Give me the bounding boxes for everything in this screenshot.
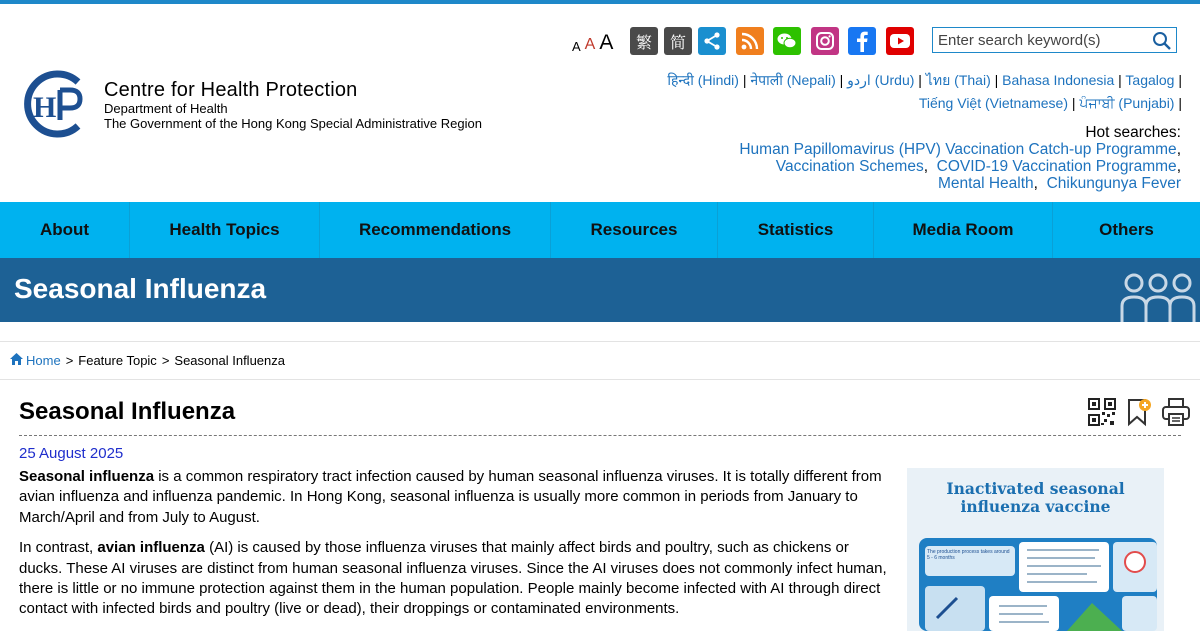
page-title: Seasonal Influenza [19,398,236,425]
share-icon[interactable] [698,27,726,55]
poster-box-text: The production process takes around 5 - 6 months [927,549,1010,561]
bookmark-icon[interactable] [1124,397,1154,427]
people-group-icon [1120,272,1200,322]
chp-logo[interactable] [20,68,90,140]
breadcrumb-home-label: Home [26,353,61,368]
vaccine-poster[interactable] [907,468,1164,631]
lang-tagalog[interactable]: Tagalog [1125,72,1175,88]
term-seasonal-influenza: Seasonal influenza [19,468,155,485]
breadcrumb-current: Seasonal Influenza [174,353,285,368]
traditional-chinese-button[interactable] [630,27,658,55]
nav-health-topics[interactable]: Health Topics [130,202,320,258]
top-accent-bar [0,0,1200,4]
page-banner [0,258,1200,322]
paragraph-text: (AI) is caused by those influenza viruses that mainly affect birds and poultry, such as chickens or ducks. These AI viruses are distinct from human seasonal influenza viruses. Since the AI viruses does not commonly infect human, there is little or no immune protection against them in the human population. People mainly become infected with AI through direct contact with infected birds and poultry (live or dead), their droppings or contaminated environments. [19,539,887,618]
traditional-chinese-label: 繁 [635,32,652,52]
breadcrumb [0,341,1200,380]
nav-media-room[interactable]: Media Room [874,202,1053,258]
nav-statistics[interactable]: Statistics [718,202,874,258]
title-divider [19,435,1181,436]
print-icon[interactable] [1161,397,1191,427]
simplified-chinese-button[interactable] [664,27,692,55]
wechat-icon[interactable] [773,27,801,55]
hot-search-vaccination-schemes[interactable]: Vaccination Schemes [775,158,924,175]
hot-searches-label: Hot searches: [1085,124,1181,141]
paragraph-avian-influenza [19,538,889,620]
lang-thai[interactable]: ไทย (Thai) [925,72,991,88]
banner-title: Seasonal Influenza [14,273,267,304]
font-size-medium[interactable]: A [584,36,596,53]
lang-urdu[interactable]: اردو (Urdu) [847,72,915,88]
simplified-chinese-label: 简 [669,32,686,52]
hot-search-chikungunya[interactable]: Chikungunya Fever [1046,175,1181,192]
publish-date: 25 August 2025 [19,445,124,462]
paragraph-text: is a common respiratory tract infection caused by human seasonal influenza viruses. It is totally different from avian influenza and influenza pandemic. In Hong Kong, seasonal influenza is usually more common in periods from January to March/April and from July to August. [19,468,882,526]
breadcrumb-feature-topic[interactable]: Feature Topic [78,353,157,368]
nav-others[interactable]: Others [1099,220,1154,239]
poster-title-line1: Inactivated seasonal [946,479,1125,498]
font-size-small[interactable]: A [572,39,581,54]
hot-search-hpv[interactable]: Human Papillomavirus (HPV) Vaccination Catch-up Programme [739,141,1177,158]
breadcrumb-home[interactable] [10,353,61,368]
nav-recommendations[interactable]: Recommendations [320,202,551,258]
font-size-large[interactable]: A [599,31,614,54]
qr-code-icon[interactable] [1087,397,1117,427]
language-links: हिन्दी (Hindi) | नेपाली (Nepali) | اردو (Urdu) | ไทย (Thai) | Bahasa Indonesia | Tagalog | Tiếng Việt (Vietnamese) | ਪੰਜਾਬੀ (Punjabi) | [667,72,1182,111]
facebook-icon[interactable] [848,27,876,55]
svg-text:H: H [33,91,57,124]
font-size-controls [572,31,613,53]
nav-resources[interactable]: Resources [551,202,718,258]
term-avian-influenza: avian influenza [97,539,205,557]
lang-hindi[interactable]: हिन्दी (Hindi) [667,72,739,88]
main-navigation [0,202,1200,258]
search-box [932,27,1177,53]
paragraph-seasonal-influenza [19,467,889,528]
page-tools [1087,397,1191,429]
gov-name: The Government of the Hong Kong Special Administrative Region [104,116,482,131]
lang-indonesian[interactable]: Bahasa Indonesia [1002,72,1115,88]
lang-nepali[interactable]: नेपाली (Nepali) [750,72,836,88]
search-icon[interactable] [1152,31,1172,51]
hot-searches: Hot searches: Human Papillomavirus (HPV) Vaccination Catch-up Programme, Vaccination Schemes, COVID-19 Vaccination Programme, Mental Health, Chikungunya Fever [621,124,1181,192]
search-input[interactable] [933,28,1148,52]
rss-icon[interactable] [736,27,764,55]
paragraph-text: In contrast, [19,539,98,557]
lang-punjabi[interactable]: ਪੰਜਾਬੀ (Punjabi) [1079,95,1175,111]
org-name: Centre for Health Protection [104,79,358,101]
hot-search-mental-health[interactable]: Mental Health [938,175,1034,192]
home-icon [10,353,23,368]
instagram-icon[interactable] [811,27,839,55]
breadcrumb-separator: > [65,353,74,368]
lang-vietnamese[interactable]: Tiếng Việt (Vietnamese) [918,95,1068,111]
poster-title-line2: influenza vaccine [960,497,1111,516]
hot-search-covid[interactable]: COVID-19 Vaccination Programme [936,158,1177,175]
dept-name: Department of Health [104,101,228,116]
nav-about[interactable]: About [0,202,130,258]
youtube-icon[interactable] [886,27,914,55]
organization-name [104,80,482,130]
article-body [19,467,889,630]
breadcrumb-separator: > [161,353,170,368]
